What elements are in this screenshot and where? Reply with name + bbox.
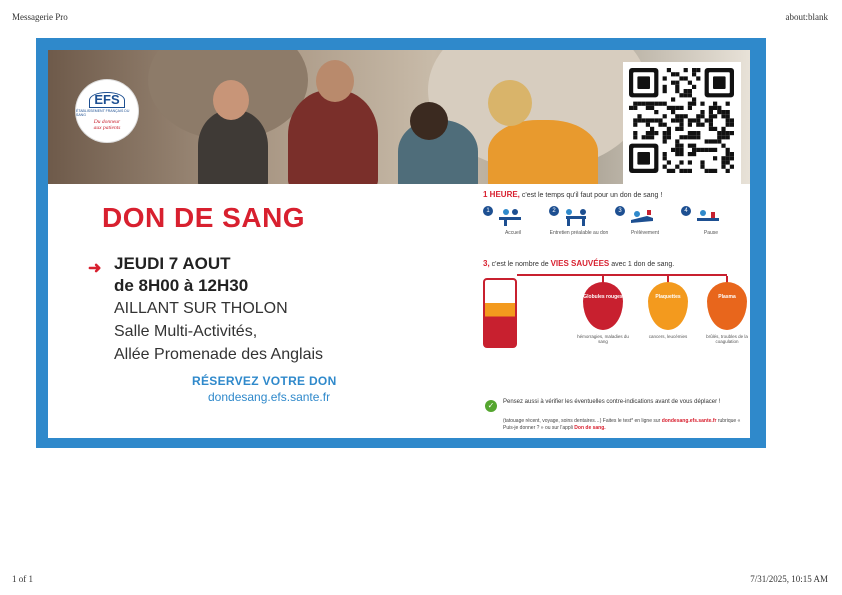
interview-icon [563,208,589,226]
print-footer-left: 1 of 1 [12,574,33,584]
contraindications-detail: (tatouage récent, voyage, soins dentaires…) Faites le test* en ligne sur dondesang.efs.sante.fr rubrique « Puis-je donner ? » ou sur l'appli Don de sang. [503,418,741,431]
reception-icon [497,208,523,226]
platelets-drop: Plaquettes [648,282,688,330]
reserve-cta[interactable]: RÉSERVEZ VOTRE DON [192,374,337,388]
check-icon: ✓ [485,400,497,412]
arrow-right-icon: ➜ [88,260,102,277]
red-cells-drop: Globules rouges [583,282,623,330]
efs-logo [76,80,138,142]
plasma-drop: Plasma [707,282,747,330]
website-link[interactable]: dondesang.efs.sante.fr [208,390,331,404]
event-hours: de 8H00 à 12H30 [114,276,249,295]
red-cells-desc: hémorragies, maladies du sang [577,334,629,344]
qr-code[interactable] [623,62,741,184]
hero-photo [48,50,750,184]
print-header-left: Messagerie Pro [12,12,68,22]
contraindications-note: Pensez aussi à vérifier les éventuelles contre-indications avant de vous déplacer ! [503,399,721,405]
lives-heading: 3, c'est le nombre de VIES SAUVÉES avec 1 don de sang. [483,259,675,268]
print-header-right: about:blank [785,12,828,22]
plasma-desc: brûlés, troubles de la coagulation [706,334,748,344]
event-city: AILLANT SUR THOLON [114,300,288,317]
blood-donation-flyer [36,38,766,448]
step-2: 2 Entretien préalable au don [549,208,609,236]
duration-heading: 1 HEURE, c'est le temps qu'il faut pour un don de sang ! [483,190,663,199]
print-footer-right: 7/31/2025, 10:15 AM [750,574,828,584]
step-3: 3 Prélèvement [615,206,675,242]
efs-logo-slogan: Du donneur aux patients [93,118,121,131]
snack-break-icon [695,208,721,226]
flyer-content [48,50,750,438]
event-date: JEUDI 7 AOUT [114,254,231,273]
platelets-desc: cancers, leucémies [648,334,688,339]
info-panel [483,190,748,435]
event-address: Allée Promenade des Anglais [114,346,324,363]
efs-logo-text: EFS [89,92,124,108]
step-1: 1 Accueil [483,206,543,242]
donation-chair-icon [629,208,655,226]
event-title: DON DE SANG [102,202,306,233]
efs-logo-subtitle: ÉTABLISSEMENT FRANÇAIS DU SANG [76,108,130,117]
step-4: 4 Pause [681,206,741,242]
event-venue: Salle Multi-Activités, [114,323,258,340]
